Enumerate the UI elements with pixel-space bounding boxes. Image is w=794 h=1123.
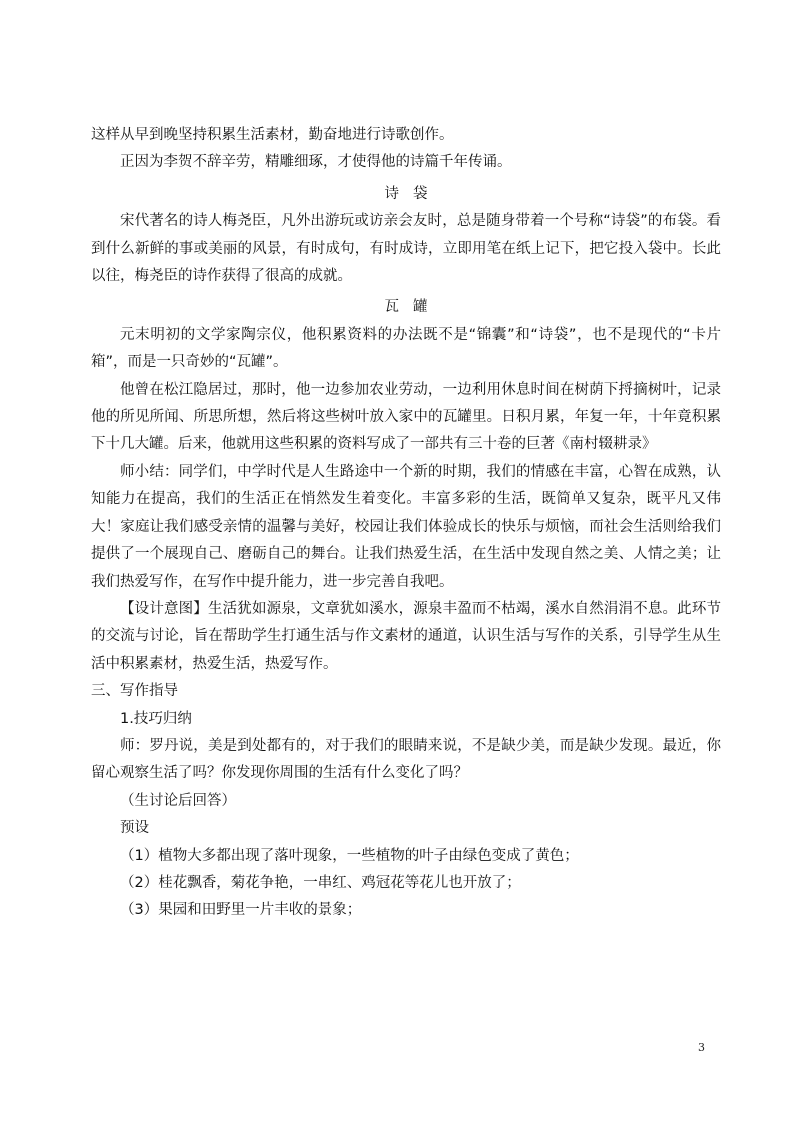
list-item-3: （3）果园和田野里一片丰收的景象； [120, 902, 362, 919]
paragraph-rodin-quote: 师：罗丹说，美是到处都有的，对于我们的眼睛来说，不是缺少美，而是缺少发现。最近，你留心观察生活了吗？你发现你周围的生活有什么变化了吗？ [91, 737, 721, 782]
document-body [91, 122, 721, 925]
paragraph-li-he-conclusion: 正因为李贺不辞辛劳，精雕细琢，才使得他的诗篇千年传诵。 [120, 154, 512, 171]
paragraph-design-intent: 【设计意图】生活犹如源泉，文章犹如溪水，源泉丰盈而不枯竭，溪水自然涓涓不息。此环节的交流与讨论，旨在帮助学生打通生活与作文素材的通道，认识生活与写作的关系，引导学生从生活中积累素材，热爱生活，热爱写作。 [91, 600, 721, 672]
paragraph-tao-zongyi-story: 他曾在松江隐居过，那时，他一边参加农业劳动，一边利用休息时间在树荫下捋摘树叶，记录他的所见所闻、所思所想，然后将这些树叶放入家中的瓦罐里。日积月累，年复一年，十年竟积累下十几大罐。后来，他就用这些积累的资料写成了一部共有三十卷的巨著《南村辍耕录》 [91, 381, 721, 453]
list-item-2: （2）桂花飘香，菊花争艳，一串红、鸡冠花等花儿也开放了； [120, 874, 521, 891]
page-number: 3 [698, 1041, 705, 1054]
section-title-clay-jar: 瓦罐 [384, 299, 442, 316]
paragraph-student-discussion: （生讨论后回答） [120, 792, 236, 809]
paragraph-continued: 这样从早到晚坚持积累生活素材，勤奋地进行诗歌创作。 [91, 127, 454, 143]
subheading-technique-summary: 1.技巧归纳 [120, 710, 192, 727]
list-item-1: （1）植物大多都出现了落叶现象，一些植物的叶子由绿色变成了黄色； [120, 847, 579, 864]
section-heading-writing-guidance: 三、写作指导 [91, 683, 178, 700]
paragraph-tao-zongyi-intro: 元末明初的文学家陶宗仪，他积累资料的办法既不是“锦囊”和“诗袋”，也不是现代的“卡片箱”，而是一只奇妙的“瓦罐”。 [91, 326, 721, 371]
paragraph-preset: 预设 [120, 820, 149, 837]
paragraph-mei-yaochen: 宋代著名的诗人梅尧臣，凡外出游玩或访亲会友时，总是随身带着一个号称“诗袋”的布袋。看到什么新鲜的事或美丽的风景，有时成句，有时成诗，立即用笔在纸上记下，把它投入袋中。长此以往，梅尧臣的诗作获得了很高的成就。 [91, 213, 721, 285]
paragraph-teacher-summary: 师小结：同学们，中学时代是人生路途中一个新的时期，我们的情感在丰富，心智在成熟，认知能力在提高，我们的生活正在悄然发生着变化。丰富多彩的生活，既简单又复杂，既平凡又伟大！家庭让我们感受亲情的温馨与美好，校园让我们体验成长的快乐与烦恼，而社会生活则给我们提供了一个展现自己、磨砺自己的舞台。让我们热爱生活，在生活中发现自然之美、人情之美；让我们热爱写作，在写作中提升能力，进一步完善自我吧。 [91, 463, 721, 590]
section-title-poem-bag: 诗袋 [384, 185, 442, 202]
